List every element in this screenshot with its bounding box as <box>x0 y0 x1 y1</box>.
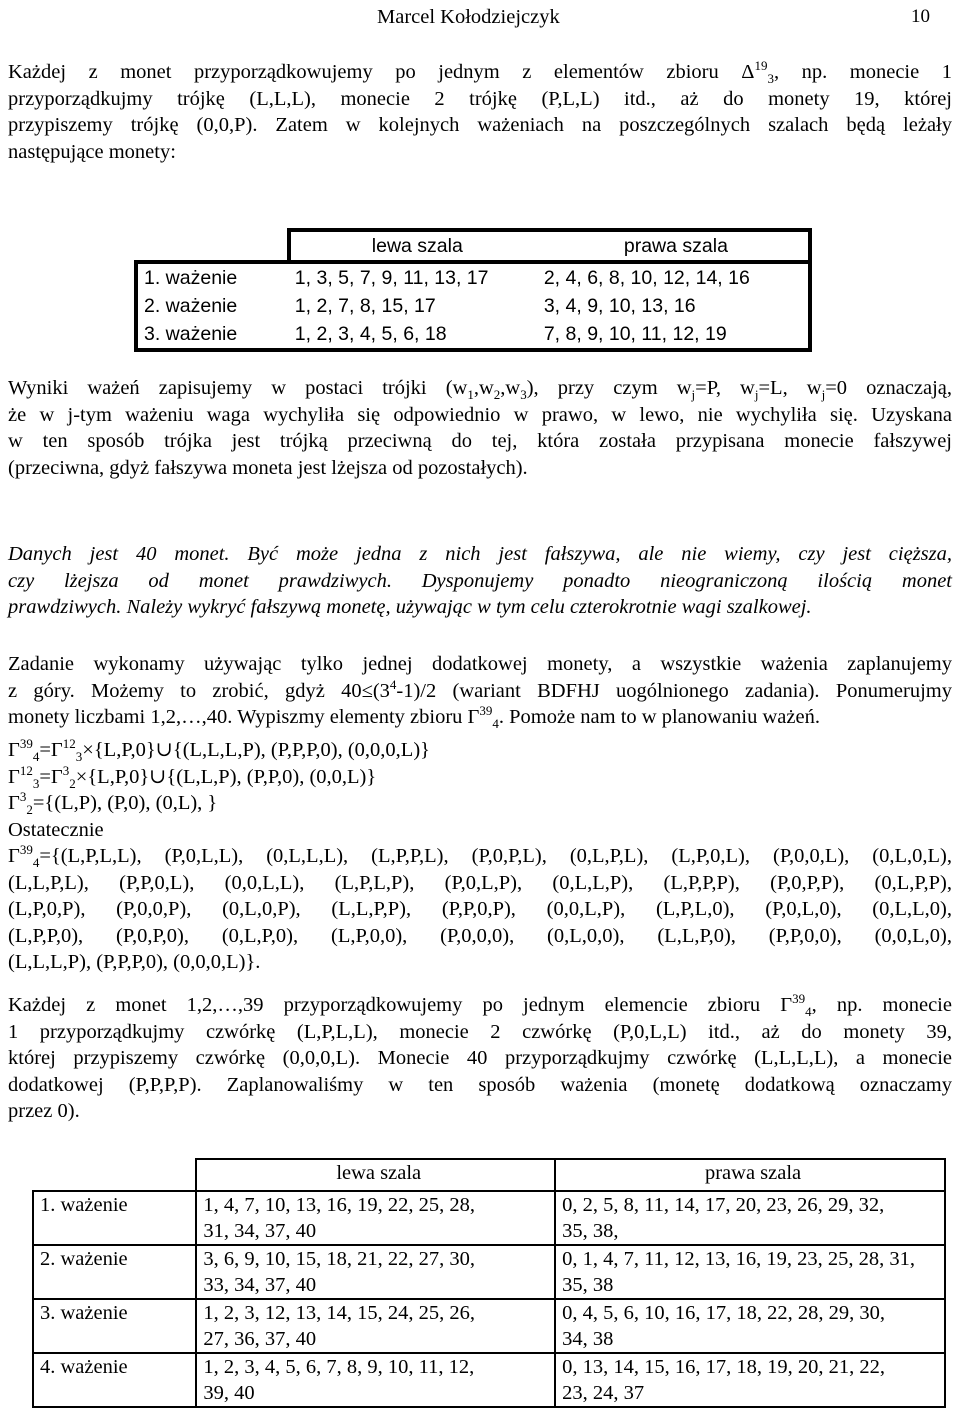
table-row <box>136 262 810 292</box>
plan-paragraph <box>8 651 952 731</box>
problem-statement <box>8 541 952 621</box>
header-left-pan: lewa szala <box>289 230 538 262</box>
plan-line-2: z góry. Możemy to zrobić, gdyż $40\le(3^4-1)/2$ (wariant BDFHJ uogólnionego zadania). Ponumerujmy <box>8 676 952 702</box>
results-line-1: Wyniki ważeń zapisujemy w postaci trójki $(w_1,w_2,w_3)$, przy czym $w_j=P$, $w_j=L$, $w_j=0$ oznaczają, <box>8 377 953 403</box>
row-label: 2. ważenie <box>33 1245 196 1299</box>
right-pan-coins: 0, 13, 14, 15, 16, 17, 18, 19, 20, 21, 22, 23, 24, 37 <box>555 1353 945 1407</box>
table-row <box>33 1191 945 1245</box>
header-right-pan: prawa szala <box>538 230 810 262</box>
left-pan-coins: 1, 2, 3, 4, 5, 6, 18 <box>294 323 447 345</box>
intro-line-1: Każdej z monet przyporządkowujemy po jednym z elementów zbioru $\Delta^{19}_3$, np. monecie 1 <box>8 58 952 87</box>
left-pan-coins: 1, 2, 3, 4, 5, 6, 7, 8, 9, 10, 11, 12, 39, 40 <box>196 1353 555 1407</box>
table-row <box>136 320 810 350</box>
table-header-row <box>136 230 810 262</box>
left-pan-coins: 1, 3, 5, 7, 9, 11, 13, 17 <box>294 267 489 289</box>
intro-line-4: następujące monety: <box>8 140 176 163</box>
right-pan-coins: 0, 2, 5, 8, 11, 14, 17, 20, 23, 26, 29, 32, 35, 38, <box>555 1191 945 1245</box>
assign-line-3: której przypiszemy czwórkę (0,0,0,L). Monecie 40 przyporządkujmy czwórkę (L,L,L,L), a monecie <box>8 1047 952 1069</box>
assign-line-4: dodatkowej (P,P,P,P). Zaplanowaliśmy w ten sposób ważenia (monetę dodatkową oznaczamy <box>8 1073 952 1096</box>
problem-line-3: prawdziwych. Należy wykryć fałszywą monetę, używając w tym celu czterokrotnie wagi szalkowej. <box>8 596 812 618</box>
table-header-row <box>33 1159 945 1191</box>
results-line-4: (przeciwna, gdyż fałszywa moneta jest lżejsza od pozostałych). <box>8 456 528 479</box>
intro-line-3: przypiszemy trójkę (0,0,P). Zatem w kolejnych ważeniach na poszczególnych szalach będą leżały <box>8 114 952 136</box>
row-label: 3. ważenie <box>33 1299 196 1353</box>
table-row <box>136 292 810 320</box>
problem-line-1: Danych jest 40 monet. Być może jedna z nich jest fałszywa, ale nie wiemy, czy jest cięższa, <box>8 543 952 565</box>
left-pan-coins: 3, 6, 9, 10, 15, 18, 21, 22, 27, 30, 33, 34, 37, 40 <box>196 1245 555 1299</box>
weighing-table-40-coins <box>32 1158 946 1408</box>
left-pan-coins: 1, 4, 7, 10, 13, 16, 19, 22, 25, 28, 31, 34, 37, 40 <box>196 1191 555 1245</box>
problem-line-2: czy lżejsza od monet prawdziwych. Dysponujemy ponadto nieograniczoną ilością monet <box>8 569 952 592</box>
left-pan-coins: 1, 2, 3, 12, 13, 14, 15, 24, 25, 26, 27, 36, 37, 40 <box>196 1299 555 1353</box>
formula-gamma-12-3: $\Gamma^{12}_3=\Gamma^3_2\times\{L,P,0\}\cup\{(L,L,P)$, (P,P,0), (0,0,L)} <box>8 762 377 791</box>
weighing-table-19-coins <box>134 228 812 352</box>
gamma-set-line-1: $\Gamma^{39}_4=\{(L,P,L,L)$, (P,0,L,L), (0,L,L,L), (L,P,P,L), (P,0,P,L), (0,L,P,L), (L,P,0,L), (P,0,0,L), (0,L,0,L), <box>8 842 952 871</box>
gamma-set-line-3: (L,P,0,P), (P,0,0,P), (0,L,0,P), (L,L,P,P), (P,P,0,P), (0,0,L,P), (L,P,L,0), (P,0,L,0), (0,L,L,0), <box>8 898 952 920</box>
assignment-paragraph <box>8 992 952 1125</box>
right-pan-coins: 2, 4, 6, 8, 10, 12, 14, 16 <box>538 262 810 292</box>
row-label: 2. ważenie <box>136 292 289 320</box>
right-pan-coins: 0, 1, 4, 7, 11, 12, 13, 16, 19, 23, 25, 28, 31, 35, 38 <box>555 1245 945 1299</box>
intro-line-2: przyporządkujmy trójkę (L,L,L), monecie 2 trójkę (P,L,L) itd., aż do monety 19, której <box>8 87 952 110</box>
row-label: 4. ważenie <box>33 1353 196 1407</box>
author-name: Marcel Kołodziejczyk <box>377 6 560 28</box>
assign-line-5: przez 0). <box>8 1100 80 1122</box>
right-pan-coins: 3, 4, 9, 10, 13, 16 <box>538 292 810 320</box>
results-line-3: w ten sposób trójka jest trójką przeciwną do tej, która została przypisana monecie fałszywej <box>8 430 952 452</box>
row-label: 3. ważenie <box>136 320 289 350</box>
right-pan-coins: 7, 8, 9, 10, 11, 12, 19 <box>538 320 810 350</box>
page-number: 10 <box>911 6 930 27</box>
table-row <box>33 1299 945 1353</box>
gamma-set-line-5: (L,L,L,P), (P,P,P,0), (0,0,0,L)}. <box>8 951 261 973</box>
plan-line-1: Zadanie wykonamy używając tylko jednej dodatkowej monety, a wszystkie ważenia zaplanujemy <box>8 653 952 675</box>
formula-gamma-39-4: $\Gamma^{39}_4=\Gamma^{12}_3\times\{L,P,0\}\cup\{(L,L,L,P)$, (P,P,P,0), (0,0,0,L)} <box>8 736 430 765</box>
row-label: 1. ważenie <box>136 262 289 292</box>
formulas <box>8 737 952 976</box>
right-pan-coins: 0, 4, 5, 6, 10, 16, 17, 18, 22, 28, 29, 30, 34, 38 <box>555 1299 945 1353</box>
table-row <box>33 1245 945 1299</box>
table-row <box>33 1353 945 1407</box>
left-pan-coins: 1, 2, 7, 8, 15, 17 <box>294 295 436 317</box>
plan-line-3: monety liczbami 1,2,…,40. Wypiszmy elementy zbioru $\Gamma^{39}_4$. Pomoże nam to w planowaniu ważeń. <box>8 703 820 732</box>
header-right-pan: prawa szala <box>555 1159 945 1191</box>
results-line-2: że w j-tym ważeniu waga wychyliła się odpowiednio w prawo, w lewo, nie wychyliła się. Uzyskana <box>8 403 952 426</box>
gamma-set-line-2: (L,L,P,L), (P,P,0,L), (0,0,L,L), (L,P,L,P), (P,0,L,P), (0,L,L,P), (L,P,P,P), (P,0,P,P), (0,L,P,P), <box>8 871 952 894</box>
formula-gamma-3-2: $\Gamma^3_2=\{(L,P)$, (P,0), (0,L), } <box>8 789 218 818</box>
header-left-pan: lewa szala <box>196 1159 555 1191</box>
assign-line-2: 1 przyporządkujmy czwórkę (L,P,L,L), monecie 2 czwórkę (P,0,L,L) itd., aż do monety 39, <box>8 1020 952 1043</box>
intro-paragraph <box>8 59 952 165</box>
assign-line-1: Każdej z monet 1,2,…,39 przyporządkowujemy po jednym elemencie zbioru $\Gamma^{39}_4$, np. monecie <box>8 991 952 1020</box>
gamma-set-line-4: (L,P,P,0), (P,0,P,0), (0,L,P,0), (L,P,0,0), (P,0,0,0), (0,L,0,0), (L,L,P,0), (P,P,0,0), (0,0,L,0), <box>8 924 952 947</box>
results-paragraph <box>8 375 952 481</box>
finally-label: Ostatecznie <box>8 818 104 841</box>
row-label: 1. ważenie <box>33 1191 196 1245</box>
page-header <box>0 4 960 30</box>
